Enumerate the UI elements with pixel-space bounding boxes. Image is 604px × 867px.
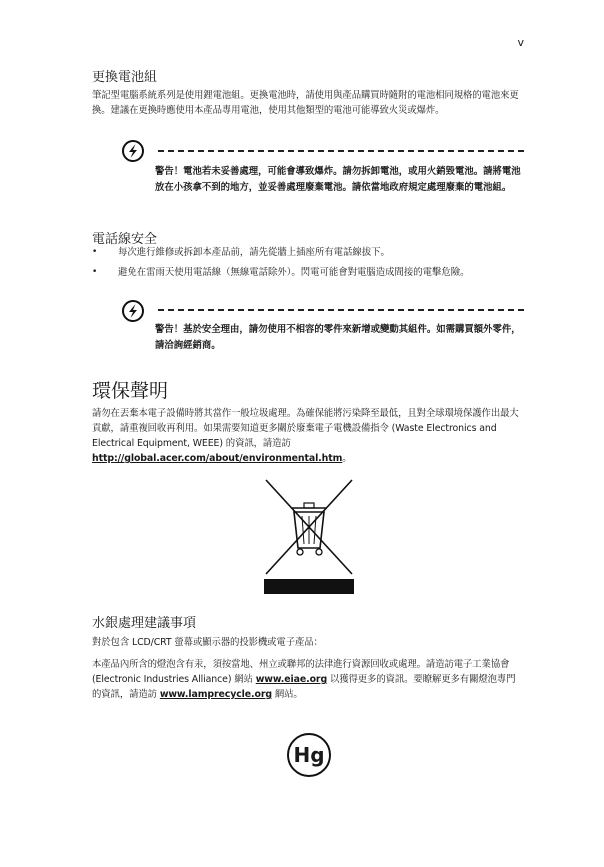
warning-divider xyxy=(158,150,524,152)
environment-heading: 環保聲明 xyxy=(92,380,169,402)
bullet-marker: • xyxy=(92,267,98,277)
phone-line-bullet-2: 避免在雷雨天使用電話線（無線電話除外）。閃電可能會對電腦造成間接的電擊危險。 xyxy=(118,267,470,278)
mercury-body-text-c: 網站。 xyxy=(272,689,303,700)
page-number: v xyxy=(517,36,524,49)
phone-line-bullet-1: 每次進行維修或拆卸本產品前，請先從牆上插座所有電話線拔下。 xyxy=(118,247,390,258)
mercury-heading: 水銀處理建議事項 xyxy=(92,616,197,631)
mercury-body-text-a: 本產品內所含的燈泡含有汞，須按當地、州立或聯邦的法律進行資源回收或處理。請造訪電子工業協會 (Electronic Industries Alliance) 網站 xyxy=(92,659,510,685)
warning-icon xyxy=(122,140,144,162)
environment-body-text: 請勿在丟棄本電子設備時將其當作一般垃圾處理。為確保能將污染降至最低，且對全球環境保護作出最大貢獻，請重複回收再利用。如果需要知道更多關於廢棄電子電機設備指令 (Waste Electronics and Electrical Equipment, WEEE) 的資訊，請造訪 xyxy=(92,408,519,449)
mercury-line1: 對於包含 LCD/CRT 螢幕或顯示器的投影機或電子產品： xyxy=(92,637,323,648)
battery-heading: 更換電池組 xyxy=(92,70,158,85)
phone-line-heading: 電話線安全 xyxy=(92,232,158,247)
weee-bin-icon xyxy=(264,478,354,594)
warning-divider xyxy=(158,309,524,311)
battery-body: 筆記型電腦系統系列是使用鋰電池組。更換電池時，請使用與產品購買時隨附的電池相同規格的電池來更換。建議在更換時應使用本產品專用電池，使用其他類型的電池可能導致火災或爆炸。 xyxy=(92,90,519,116)
lamprecycle-link[interactable]: www.lamprecycle.org xyxy=(159,689,272,700)
warning-icon xyxy=(122,300,144,322)
environment-body xyxy=(92,406,524,466)
bullet-marker: • xyxy=(92,247,98,257)
mercury-body xyxy=(92,657,524,702)
phone-line-warning: 警告！基於安全理由，請勿使用不相容的零件來新增或變動其組件。如需購買額外零件，請洽詢經銷商。 xyxy=(155,324,521,351)
environment-link[interactable]: http://global.acer.com/about/environmental.htm xyxy=(92,453,343,464)
battery-warning: 警告！電池若未妥善處理，可能會導致爆炸。請勿拆卸電池，或用火銷毀電池。請將電池放在小孩拿不到的地方，並妥善處理廢棄電池。請依當地政府規定處理廢棄的電池組。 xyxy=(155,166,521,193)
mercury-hg-icon xyxy=(287,733,331,777)
mercury-body-text-b: 以獲得更多的資訊。要瞭解更多有關燈泡專門的資訊，請造訪 xyxy=(92,674,516,700)
hg-symbol: Hg xyxy=(293,743,325,767)
environment-link-suffix: 。 xyxy=(342,453,352,464)
eiae-link[interactable]: www.eiae.org xyxy=(255,674,328,685)
